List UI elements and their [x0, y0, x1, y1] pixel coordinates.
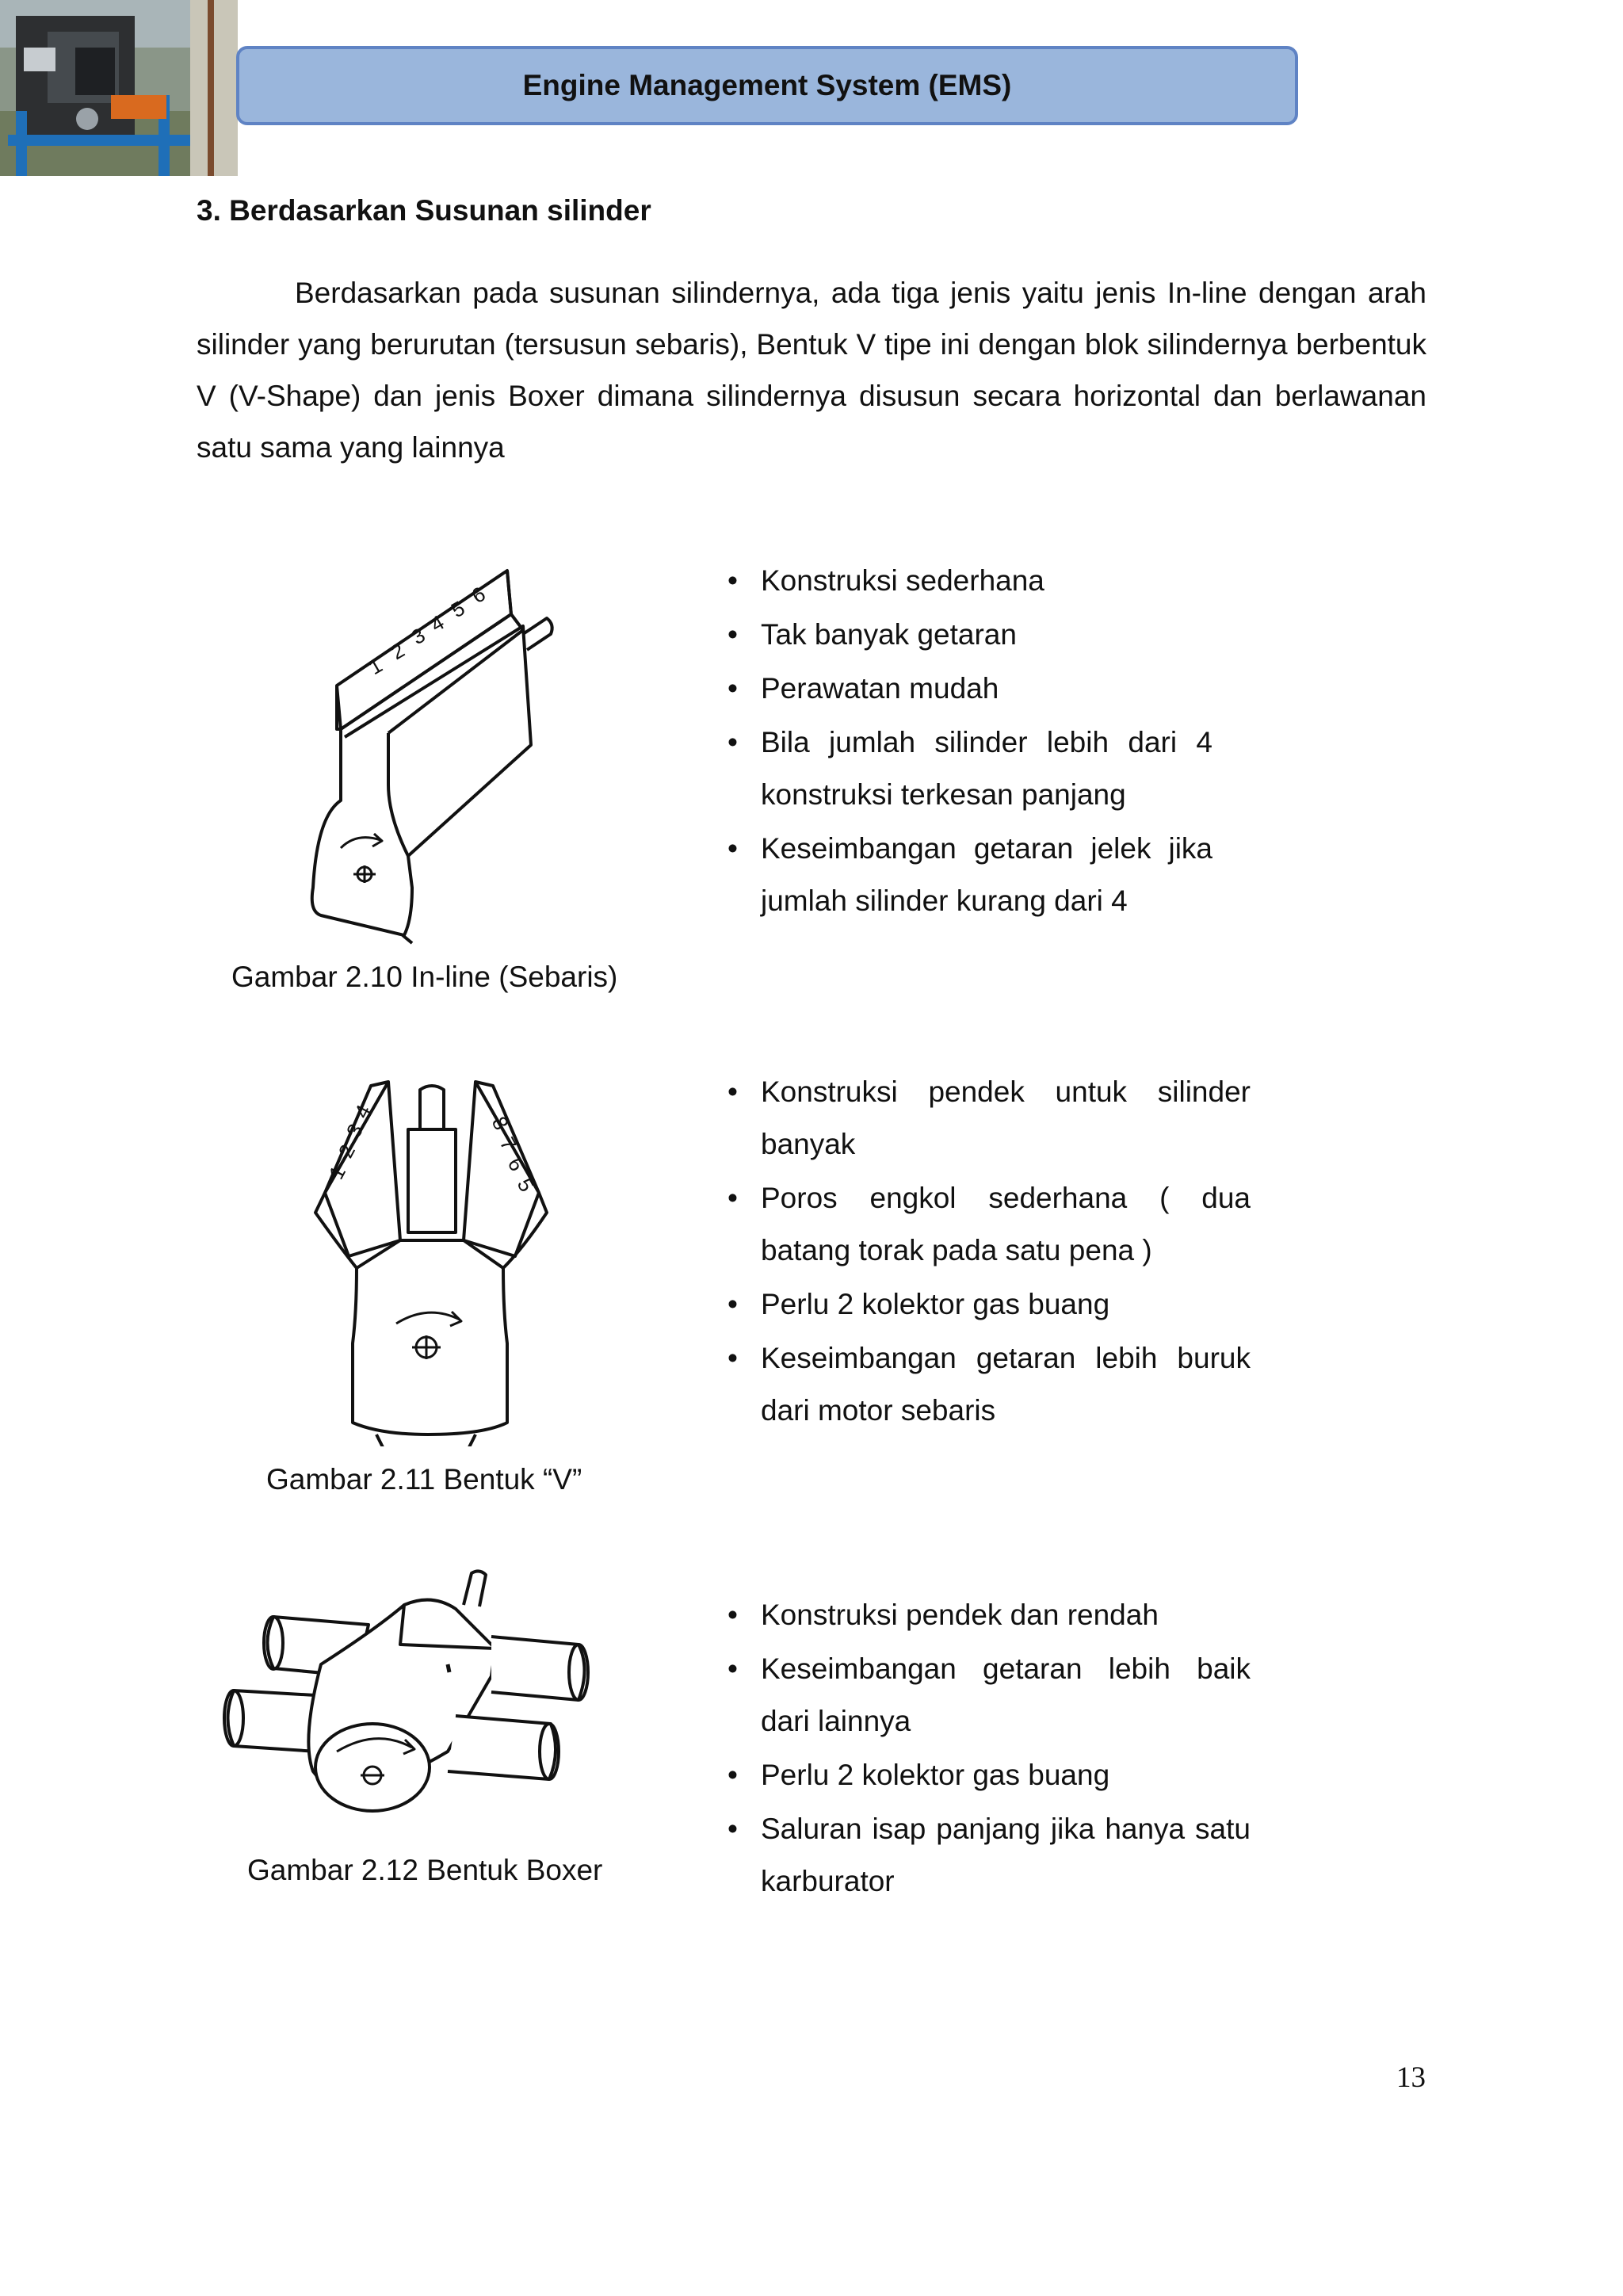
- bullet-icon: •: [727, 672, 738, 705]
- figure-caption-boxer: Gambar 2.12 Bentuk Boxer: [247, 1854, 603, 1886]
- list-item: • Perlu 2 kolektor gas buang: [761, 1278, 1251, 1331]
- intro-paragraph-text: Berdasarkan pada susunan silindernya, ada tiga jenis yaitu jenis In-line dengan arah silinder yang berurutan (tersusun sebaris), Bentuk V tipe ini dengan blok silindernya berbentuk V (V-Shape) dan jenis Boxer dimana silindernya disusun secara horizontal dan berlawanan satu sama yang lainnya: [197, 277, 1426, 464]
- cylinder-number-1: 1: [323, 1161, 351, 1183]
- inline-features-list: [727, 555, 1252, 929]
- list-item: • Konstruksi pendek untuk silinder banyak: [761, 1066, 1251, 1171]
- bullet-icon: •: [727, 1182, 738, 1214]
- bullet-icon: •: [727, 1075, 738, 1108]
- inline-engine-illustration: [301, 555, 571, 951]
- bullet-icon: •: [727, 726, 738, 758]
- cylinder-number-5: 5: [512, 1174, 539, 1196]
- figure-caption-v: Gambar 2.11 Bentuk “V”: [266, 1463, 582, 1496]
- cylinder-number-4: 4: [426, 609, 449, 637]
- cylinder-number-2: 2: [387, 637, 409, 665]
- list-item: • Tak banyak getaran: [761, 609, 1252, 661]
- intro-paragraph: [197, 267, 1426, 473]
- page-number: 13: [1396, 2061, 1426, 2094]
- cylinder-number-5: 5: [447, 595, 469, 623]
- cylinder-number-8: 8: [487, 1112, 514, 1134]
- list-item: • Bila jumlah silinder lebih dari 4 konstruksi terkesan panjang: [761, 716, 1212, 821]
- cylinder-number-1: 1: [365, 652, 387, 680]
- bullet-icon: •: [727, 1599, 738, 1631]
- bullet-icon: •: [727, 832, 738, 865]
- boxer-features-list: [727, 1589, 1251, 1909]
- boxer-engine-illustration: [218, 1557, 598, 1835]
- bullet-icon: •: [727, 1288, 738, 1320]
- cylinder-number-3: 3: [407, 622, 430, 650]
- list-item: • Konstruksi pendek dan rendah: [761, 1589, 1251, 1641]
- cylinder-number-4: 4: [349, 1100, 376, 1122]
- cylinder-number-2: 2: [333, 1140, 361, 1162]
- list-item: • Konstruksi sederhana: [761, 555, 1252, 607]
- header-title: Engine Management System (EMS): [522, 69, 1012, 101]
- bullet-icon: •: [727, 564, 738, 597]
- cylinder-number-3: 3: [341, 1119, 369, 1141]
- list-item: • Perlu 2 kolektor gas buang: [761, 1749, 1251, 1801]
- engine-trainer-photo: [0, 0, 238, 176]
- list-item: • Keseimbangan getaran lebih buruk dari motor sebaris: [761, 1332, 1251, 1437]
- list-item: • Keseimbangan getaran jelek jika jumlah silinder kurang dari 4: [761, 823, 1212, 927]
- bullet-icon: •: [727, 1342, 738, 1374]
- bullet-icon: •: [727, 1759, 738, 1791]
- bullet-icon: •: [727, 1813, 738, 1845]
- bullet-icon: •: [727, 618, 738, 651]
- v-engine-illustration: [309, 1074, 555, 1446]
- list-item: • Saluran isap panjang jika hanya satu karburator: [761, 1803, 1251, 1908]
- figure-caption-inline: Gambar 2.10 In-line (Sebaris): [231, 961, 618, 993]
- list-item: • Perawatan mudah: [761, 663, 1252, 715]
- section-title: 3. Berdasarkan Susunan silinder: [197, 194, 651, 227]
- cylinder-number-6: 6: [502, 1153, 529, 1175]
- cylinder-number-7: 7: [495, 1133, 521, 1155]
- list-item: • Poros engkol sederhana ( dua batang torak pada satu pena ): [761, 1172, 1251, 1277]
- cylinder-number-6: 6: [468, 581, 490, 609]
- list-item: • Keseimbangan getaran lebih baik dari lainnya: [761, 1643, 1251, 1748]
- v-features-list: [727, 1066, 1251, 1438]
- document-header: [236, 46, 1298, 125]
- bullet-icon: •: [727, 1652, 738, 1685]
